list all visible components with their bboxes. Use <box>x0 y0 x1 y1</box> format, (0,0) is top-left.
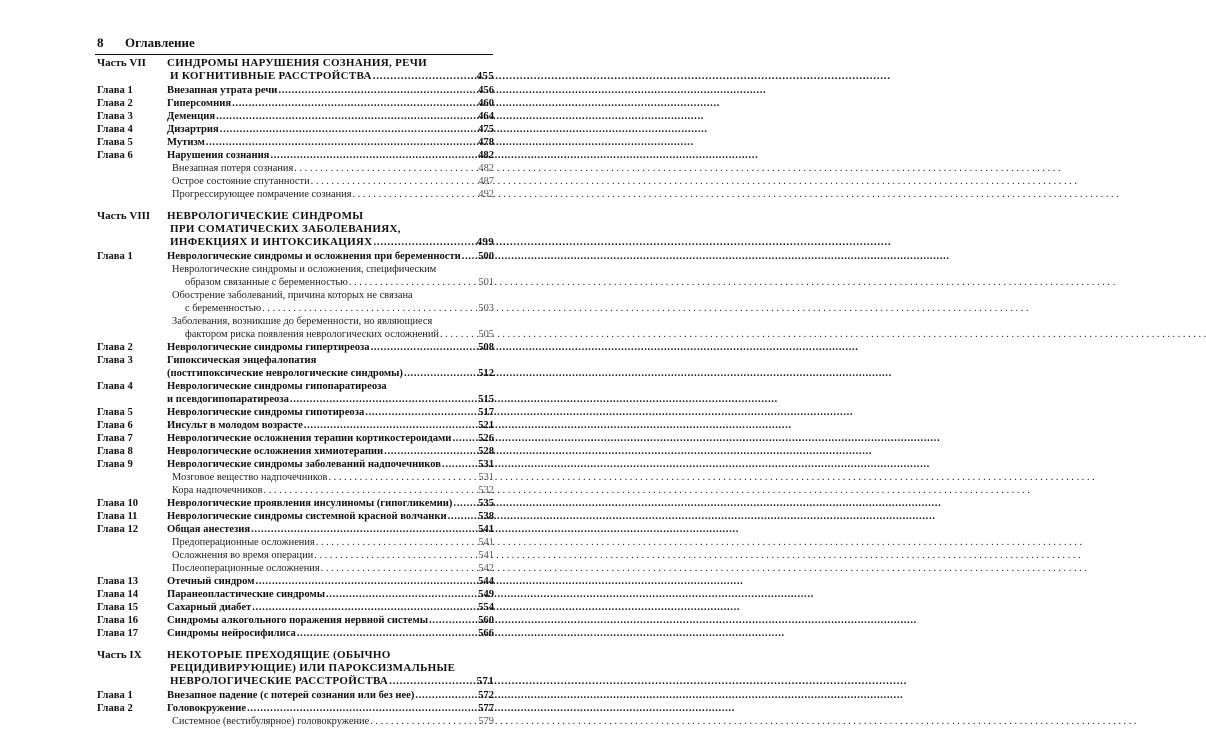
entry-page: 492 <box>478 189 494 200</box>
entry-page: 500 <box>478 251 494 262</box>
chapter-label: Глава 15 <box>97 602 139 613</box>
toc-entry[interactable] <box>97 84 494 97</box>
entry-page: 541 <box>478 537 494 548</box>
dot-leader <box>373 236 475 249</box>
entry-page: 572 <box>478 690 494 701</box>
entry-page: 508 <box>478 342 494 353</box>
toc-entry[interactable] <box>97 510 494 523</box>
dot-leader <box>316 536 478 549</box>
toc-entry[interactable] <box>97 406 494 419</box>
chapter-label: Глава 7 <box>97 433 133 444</box>
entry-title: Деменция <box>167 111 216 122</box>
entry-title: Неврологические синдромы гипопаратиреоза <box>167 381 387 392</box>
entry-title: Неврологические осложнения терапии кортикостероидами <box>167 433 452 444</box>
chapter-label: Глава 1 <box>97 690 133 701</box>
part-title-line: НЕВРОЛОГИЧЕСКИЕ СИНДРОМЫ <box>167 210 364 222</box>
toc-subentry[interactable] <box>97 549 494 562</box>
dot-leader <box>294 162 477 175</box>
dot-leader <box>326 588 477 601</box>
dot-leader <box>297 627 477 640</box>
entry-title: Неврологические синдромы гипертиреоза <box>167 342 370 353</box>
toc-entry[interactable] <box>97 380 494 393</box>
entry-page: 579 <box>478 716 494 727</box>
toc-subentry[interactable] <box>97 562 494 575</box>
toc-entry[interactable] <box>97 627 494 640</box>
entry-page: 538 <box>478 511 494 522</box>
entry-page: 456 <box>478 85 494 96</box>
entry-title: Неврологические синдромы и осложнения при беременности <box>167 251 461 262</box>
entry-title: Паранеопластические синдромы <box>167 589 325 600</box>
toc-entry[interactable] <box>97 689 494 702</box>
chapter-label: Глава 9 <box>97 459 133 470</box>
entry-title: Отечный синдром <box>167 576 255 587</box>
chapter-label: Глава 10 <box>97 498 139 509</box>
running-header <box>95 34 493 55</box>
entry-page: 526 <box>478 433 494 444</box>
dot-leader <box>429 614 477 627</box>
part-title-last-line <box>167 236 494 249</box>
toc-entry[interactable] <box>97 250 494 263</box>
entry-title: Гиперсомния <box>167 98 232 109</box>
entry-page: 487 <box>478 176 494 187</box>
part-label: Часть VIII <box>97 210 151 222</box>
entry-title: Предоперационные осложнения <box>172 537 315 548</box>
dot-leader <box>371 341 478 354</box>
entry-page: 531 <box>478 472 494 483</box>
entry-title: Внезапное падение (с потерей сознания или без нее) <box>167 690 415 701</box>
entry-page: 531 <box>478 459 494 470</box>
toc-entry[interactable] <box>97 523 494 536</box>
dot-leader <box>220 123 477 136</box>
part-page: 499 <box>476 236 494 248</box>
entry-title: Прогрессирующее помрачение сознания <box>172 189 352 200</box>
toc-entry[interactable] <box>97 354 494 367</box>
entry-page: 475 <box>478 124 494 135</box>
entry-page: 512 <box>478 368 494 379</box>
entry-title: Неврологические осложнения химиотерапии <box>167 446 384 457</box>
entry-page: 554 <box>478 602 494 613</box>
dot-leader <box>389 675 475 688</box>
toc-subentry[interactable] <box>97 289 494 302</box>
entry-page: 464 <box>478 111 494 122</box>
chapter-label: Глава 8 <box>97 446 133 457</box>
entry-page: 505 <box>478 329 494 340</box>
page-number: 8 <box>97 35 104 50</box>
part-title-last-line <box>167 675 494 688</box>
entry-title: Синдромы алкогольного поражения нервной системы <box>167 615 428 626</box>
entry-page: 544 <box>478 576 494 587</box>
entry-title: Системное (вестибулярное) головокружение <box>172 716 370 727</box>
toc-entry[interactable] <box>97 458 494 471</box>
entry-page: 560 <box>478 615 494 626</box>
toc-entry[interactable] <box>97 341 494 354</box>
dot-leader <box>321 562 478 575</box>
dot-leader <box>448 510 478 523</box>
toc-subentry[interactable] <box>97 263 494 276</box>
entry-page: 460 <box>478 98 494 109</box>
dot-leader <box>255 575 477 588</box>
dot-leader <box>370 715 477 728</box>
dot-leader <box>453 497 477 510</box>
dot-leader <box>252 601 477 614</box>
entry-page: 577 <box>478 703 494 714</box>
entry-page: 542 <box>478 563 494 574</box>
toc-subentry[interactable] <box>97 484 494 497</box>
entry-page: 503 <box>478 303 494 314</box>
dot-leader <box>290 393 477 406</box>
toc-entry[interactable] <box>97 136 494 149</box>
dot-leader <box>247 702 477 715</box>
dot-leader <box>314 549 477 562</box>
entry-page: 528 <box>478 446 494 457</box>
part-title-line: ПРИ СОМАТИЧЕСКИХ ЗАБОЛЕВАНИЯХ, <box>170 223 401 235</box>
chapter-label: Глава 3 <box>97 111 133 122</box>
toc-entry-continuation[interactable] <box>97 367 494 380</box>
entry-title: фактором риска появления неврологических осложнений <box>185 329 439 340</box>
toc-entry[interactable] <box>97 614 494 627</box>
entry-page: 482 <box>478 150 494 161</box>
chapter-label: Глава 2 <box>97 703 133 714</box>
chapter-label: Глава 11 <box>97 511 138 522</box>
toc-entry[interactable] <box>97 149 494 162</box>
entry-title: Внезапная утрата речи <box>167 85 278 96</box>
entry-page: 482 <box>478 163 494 174</box>
dot-leader <box>440 328 477 341</box>
toc-subentry[interactable] <box>97 302 494 315</box>
entry-title: Головокружение <box>167 703 247 714</box>
dot-leader <box>311 175 478 188</box>
dot-leader <box>270 149 477 162</box>
toc-entry[interactable] <box>97 445 494 458</box>
toc-subentry[interactable] <box>97 471 494 484</box>
chapter-label: Глава 5 <box>97 407 133 418</box>
entry-page: 532 <box>478 485 494 496</box>
chapter-label: Глава 16 <box>97 615 139 626</box>
toc-entry-continuation[interactable] <box>97 393 494 406</box>
entry-page: 535 <box>478 498 494 509</box>
dot-leader <box>216 110 477 123</box>
chapter-label: Глава 2 <box>97 342 133 353</box>
toc-subentry[interactable] <box>97 315 494 328</box>
entry-page: 517 <box>478 407 494 418</box>
chapter-label: Глава 17 <box>97 628 139 639</box>
entry-title: с беременностью <box>185 303 262 314</box>
toc-entry[interactable] <box>97 110 494 123</box>
chapter-label: Глава 5 <box>97 137 133 148</box>
dot-leader <box>262 302 477 315</box>
entry-page: 549 <box>478 589 494 600</box>
toc-entry[interactable] <box>97 97 494 110</box>
entry-title: образом связанные с беременностью <box>185 277 348 288</box>
entry-page: 501 <box>478 277 494 288</box>
part-label: Часть IX <box>97 649 142 661</box>
chapter-label: Глава 2 <box>97 98 133 109</box>
dot-leader <box>452 432 477 445</box>
entry-title: Острое состояние спутанности <box>172 176 310 187</box>
dot-leader <box>328 471 477 484</box>
part-title <box>167 649 494 675</box>
toc-subentry[interactable] <box>97 162 494 175</box>
entry-title: Обострение заболеваний, причина которых не связана <box>172 290 413 301</box>
chapter-label: Глава 6 <box>97 150 133 161</box>
toc-entry[interactable] <box>97 702 494 715</box>
dot-leader <box>349 276 478 289</box>
entry-page: 478 <box>478 137 494 148</box>
toc-entry[interactable] <box>97 588 494 601</box>
entry-title: Сахарный диабет <box>167 602 252 613</box>
toc-subentry[interactable] <box>97 328 494 341</box>
entry-title: Заболевания, возникшие до беременности, но являющиеся <box>172 316 433 327</box>
toc-subentry[interactable] <box>97 175 494 188</box>
dot-leader <box>251 523 477 536</box>
entry-title: Осложнения во время операции <box>172 550 314 561</box>
dot-leader <box>442 458 477 471</box>
toc-entry[interactable] <box>97 575 494 588</box>
entry-page: 541 <box>478 550 494 561</box>
entry-title: Кора надпочечников <box>172 485 263 496</box>
dot-leader <box>206 136 477 149</box>
entry-title: Неврологические проявления инсулиномы (гипогликемии) <box>167 498 453 509</box>
entry-title: Послеоперационные осложнения <box>172 563 320 574</box>
toc-subentry[interactable] <box>97 276 494 289</box>
part-title <box>167 210 494 236</box>
dot-leader <box>462 250 477 263</box>
chapter-label: Глава 1 <box>97 251 133 262</box>
entry-page: 541 <box>478 524 494 535</box>
toc-subentry[interactable] <box>97 715 494 728</box>
dot-leader <box>404 367 477 380</box>
part-page: 455 <box>476 70 494 82</box>
toc-subentry[interactable] <box>97 536 494 549</box>
part-title-line: ИНФЕКЦИЯХ И ИНТОКСИКАЦИЯХ <box>170 236 373 248</box>
part-title-line: НЕВРОЛОГИЧЕСКИЕ РАССТРОЙСТВА <box>170 675 389 687</box>
chapter-label: Глава 6 <box>97 420 133 431</box>
toc-entry[interactable] <box>97 432 494 445</box>
entry-title: Неврологические синдромы заболеваний надпочечников <box>167 459 442 470</box>
entry-title: Инсульт в молодом возрасте <box>167 420 303 431</box>
dot-leader <box>365 406 477 419</box>
entry-title: Неврологические синдромы и осложнения, специфическим <box>172 264 437 275</box>
chapter-label: Глава 13 <box>97 576 139 587</box>
part-title-line: НЕКОТОРЫЕ ПРЕХОДЯЩИЕ (ОБЫЧНО <box>167 649 391 661</box>
toc-entry[interactable] <box>97 419 494 432</box>
entry-title: Дизартрия <box>167 124 219 135</box>
chapter-label: Глава 12 <box>97 524 139 535</box>
part-title <box>167 57 494 70</box>
chapter-label: Глава 4 <box>97 381 133 392</box>
entry-title: Неврологические синдромы гипотиреоза <box>167 407 365 418</box>
toc-entry[interactable] <box>97 123 494 136</box>
toc-page <box>0 0 600 750</box>
entry-title: Неврологические синдромы системной красной волчанки <box>167 511 447 522</box>
part-title-last-line <box>167 70 494 83</box>
toc-subentry[interactable] <box>97 188 494 201</box>
entry-title: Общая анестезия <box>167 524 251 535</box>
chapter-label: Глава 4 <box>97 124 133 135</box>
entry-page: 566 <box>478 628 494 639</box>
toc-entry[interactable] <box>97 497 494 510</box>
chapter-label: Глава 3 <box>97 355 133 366</box>
entry-title: Мозговое вещество надпочечников <box>172 472 328 483</box>
entry-page: 521 <box>478 420 494 431</box>
dot-leader <box>232 97 477 110</box>
dot-leader <box>415 689 477 702</box>
entry-title: Нарушения сознания <box>167 150 270 161</box>
part-title-line: СИНДРОМЫ НАРУШЕНИЯ СОЗНАНИЯ, РЕЧИ <box>167 57 427 69</box>
part-page: 571 <box>476 675 494 687</box>
part-title-line: И КОГНИТИВНЫЕ РАССТРОЙСТВА <box>170 70 372 82</box>
entry-title: Мутизм <box>167 137 205 148</box>
entry-title: Гипоксическая энцефалопатия <box>167 355 317 366</box>
entry-title: и псевдогипопаратиреоза <box>167 394 289 405</box>
entry-title: Внезапная потеря сознания <box>172 163 294 174</box>
part-label: Часть VII <box>97 57 146 69</box>
dot-leader <box>384 445 477 458</box>
entry-title: (постгипоксические неврологические синдромы) <box>167 368 403 379</box>
chapter-label: Глава 1 <box>97 85 133 96</box>
entry-page: 515 <box>478 394 494 405</box>
dot-leader <box>304 419 477 432</box>
part-title-line: РЕЦИДИВИРУЮЩИЕ) ИЛИ ПАРОКСИЗМАЛЬНЫЕ <box>170 662 456 674</box>
header-title: Оглавление <box>125 35 195 50</box>
entry-title: Синдромы нейросифилиса <box>167 628 296 639</box>
toc-entry[interactable] <box>97 601 494 614</box>
dot-leader <box>353 188 478 201</box>
dot-leader <box>264 484 478 497</box>
chapter-label: Глава 14 <box>97 589 139 600</box>
dot-leader <box>278 84 477 97</box>
dot-leader <box>373 70 476 83</box>
